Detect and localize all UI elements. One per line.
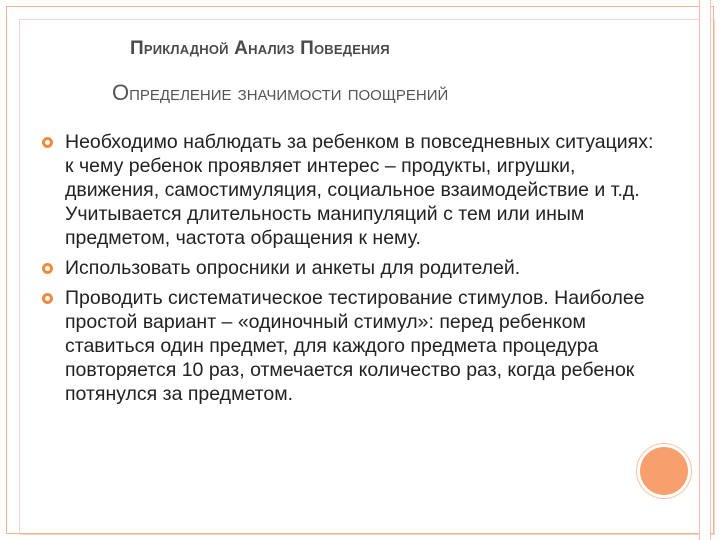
bullet-list — [40, 130, 660, 412]
circle-bullet-icon — [42, 293, 53, 304]
bullet-text: Необходимо наблюдать за ребенком в повседневных ситуациях: к чему ребенок проявляет интерес – продукты, игрушки, движения, самостимуляция, социальное взаимодействие и т.д. Учитывается длительность манипуляций с тем или иным предметом, частота обращения к нему. — [65, 131, 654, 249]
bullet-item — [40, 130, 660, 250]
slide-title: Прикладной Анализ Поведения — [130, 38, 390, 59]
right-decor-band — [699, 0, 711, 540]
slide-subtitle: Определение значимости поощрений — [112, 80, 449, 105]
circle-bullet-icon — [42, 263, 53, 274]
decorative-circle — [640, 447, 688, 495]
bullet-text: Использовать опросники и анкеты для родителей. — [65, 257, 521, 279]
circle-bullet-icon — [42, 137, 53, 148]
bullet-item — [40, 286, 660, 406]
bullet-item — [40, 256, 660, 280]
bullet-text: Проводить систематическое тестирование стимулов. Наиболее простой вариант – «одиночный стимул»: перед ребенком ставиться один предмет, для каждого предмета процедура повторяется 10 раз, отмечается количество раз, когда ребенок потянулся за предметом. — [65, 287, 645, 405]
